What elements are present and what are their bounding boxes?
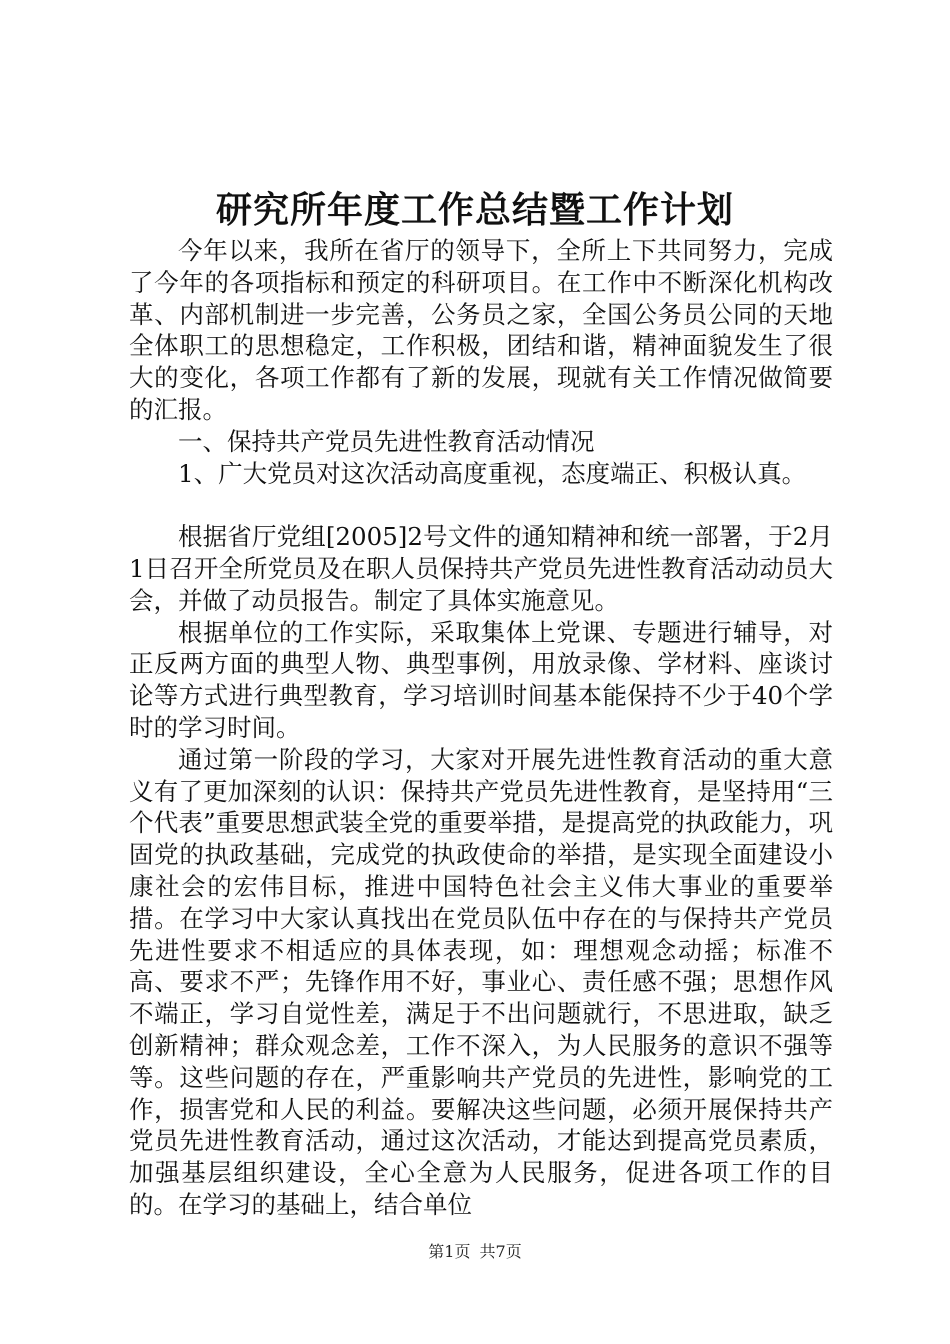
page-total: 共7页 bbox=[479, 1242, 522, 1261]
paragraph-intro: 今年以来，我所在省厅的领导下，全所上下共同努力，完成了今年的各项指标和预定的科研项目。在工作中不断深化机构改革、内部机制进一步完善，公务员之家，全国公务员公同的天地全体职工的思想稳定，工作积极，团结和谐，精神面貌发生了很大的变化，各项工作都有了新的发展，现就有关工作情况做简要的汇报。 bbox=[129, 236, 833, 424]
page-number: 第1页 bbox=[428, 1242, 471, 1261]
section-heading: 一、保持共产党员先进性教育活动情况 bbox=[178, 426, 595, 456]
document-title: 研究所年度工作总结暨工作计划 bbox=[215, 189, 734, 231]
subsection-heading: 1、广大党员对这次活动高度重视，态度端正、积极认真。 bbox=[178, 458, 807, 488]
page-footer bbox=[0, 1240, 950, 1264]
paragraph: 根据省厅党组[2005]2号文件的通知精神和统一部署，于2月1日召开全所党员及在职人员保持共产党员先进性教育活动动员大会，并做了动员报告。制定了具体实施意见。 bbox=[129, 522, 833, 615]
document-body bbox=[129, 235, 833, 1221]
paragraph: 根据单位的工作实际，采取集体上党课、专题进行辅导，对正反两方面的典型人物、典型事例，用放录像、学材料、座谈讨论等方式进行典型教育，学习培训时间基本能保持不少于40个学时的学习时间。 bbox=[129, 617, 833, 742]
paragraph: 通过第一阶段的学习，大家对开展先进性教育活动的重大意义有了更加深刻的认识：保持共产党员先进性教育，是坚持用“三个代表”重要思想武装全党的重要举措，是提高党的执政能力，巩固党的执政基础，完成党的执政使命的举措，是实现全面建设小康社会的宏伟目标，推进中国特色社会主义伟大事业的重要举措。在学习中大家认真找出在党员队伍中存在的与保持共产党员先进性要求不相适应的具体表现，如：理想观念动摇；标准不高、要求不严；先锋作用不好，事业心、责任感不强；思想作风不端正，学习自觉性差，满足于不出问题就行，不思进取，缺乏创新精神；群众观念差，工作不深入，为人民服务的意识不强等等。这些问题的存在，严重影响共产党员的先进性，影响党的工作，损害党和人民的利益。要解决这些问题，必须开展保持共产党员先进性教育活动，通过这次活动，才能达到提高党员素质，加强基层组织建设，全心全意为人民服务，促进各项工作的目的。在学习的基础上，结合单位 bbox=[129, 744, 833, 1219]
